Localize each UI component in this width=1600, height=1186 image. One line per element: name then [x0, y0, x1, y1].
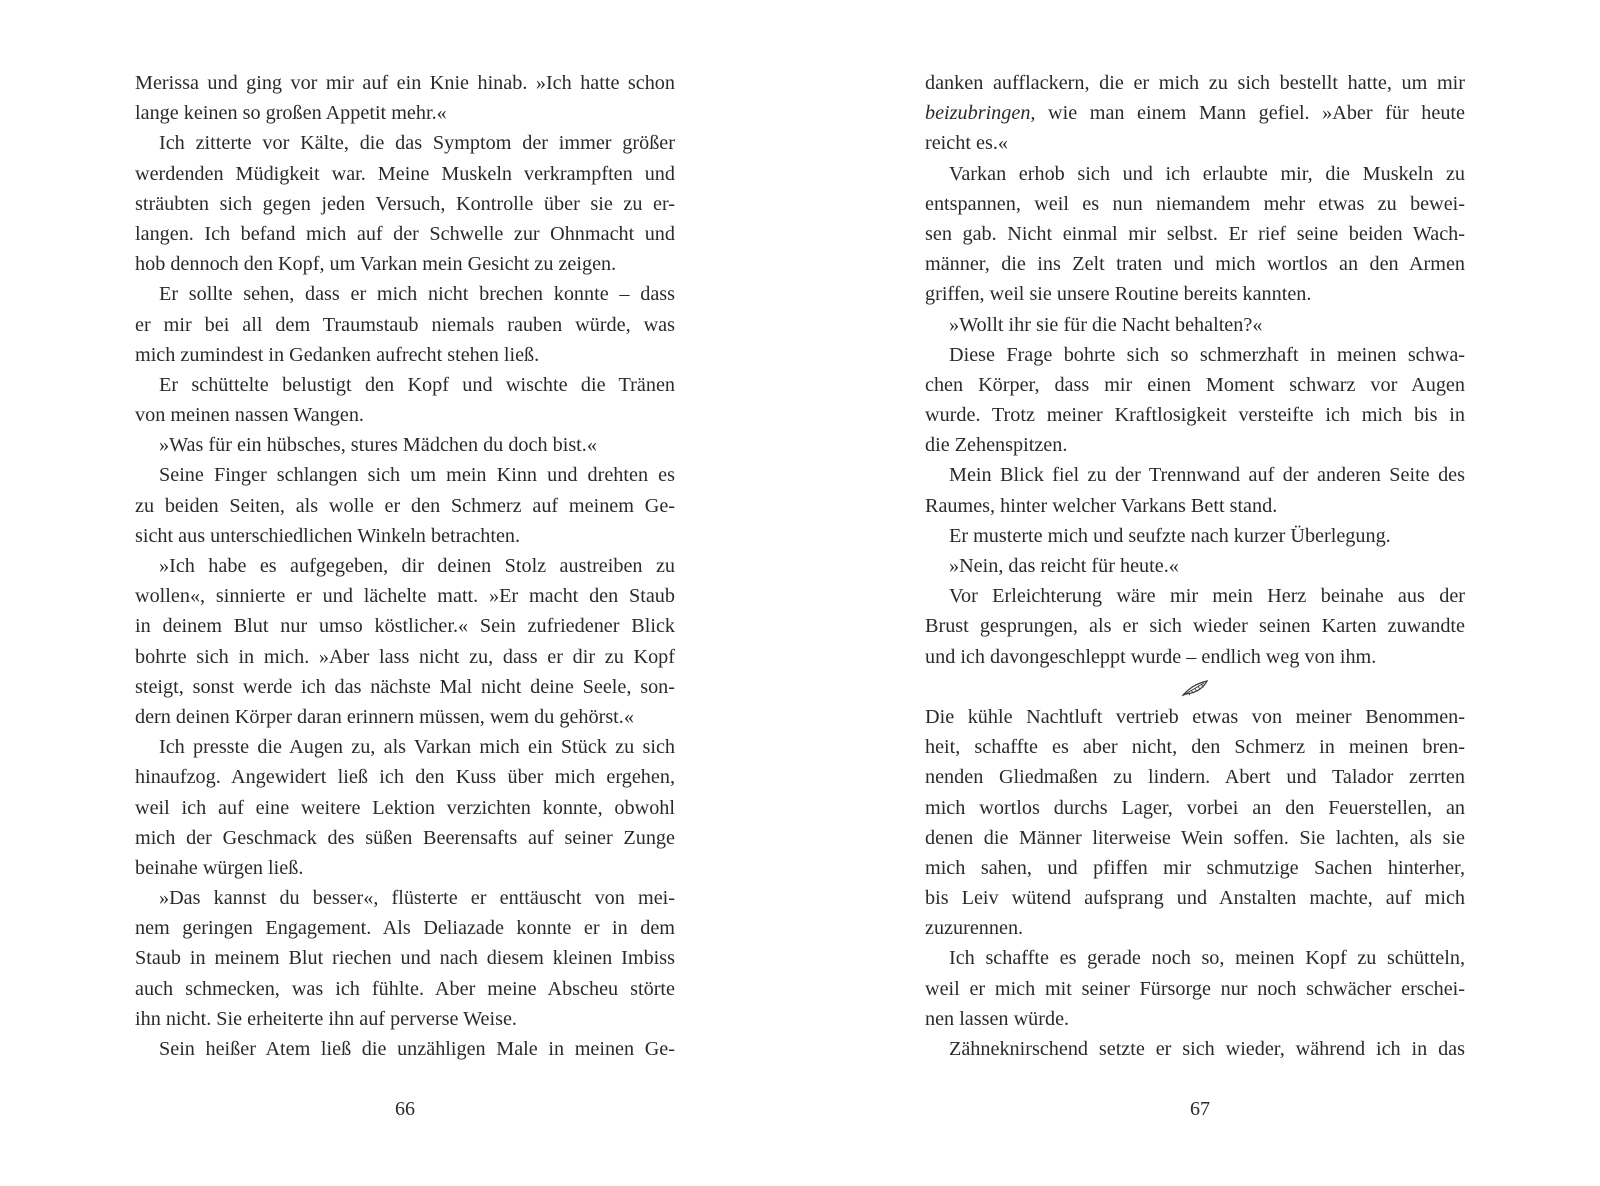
text-line: denen die Männer literweise Wein soffen. Sie lachten, als sie: [925, 826, 1465, 849]
text-line: »Was für ein hübsches, stures Mädchen du doch bist.«: [159, 434, 597, 457]
text-line: Ich presste die Augen zu, als Varkan mich ein Stück zu sich: [159, 736, 675, 759]
text-line: entspannen, weil es nun niemandem mehr etwas zu bewei-: [925, 192, 1465, 215]
text-line: Seine Finger schlangen sich um mein Kinn und drehten es: [159, 464, 675, 487]
text-line: die Zehenspitzen.: [925, 434, 1068, 457]
italic-word: beizubringen,: [925, 102, 1036, 125]
text-line: Er sollte sehen, dass er mich nicht brechen konnte – dass: [159, 283, 675, 306]
text-line: langen. Ich befand mich auf der Schwelle zur Ohnmacht und: [135, 222, 675, 245]
text-line: Vor Erleichterung wäre mir mein Herz beinahe aus der: [949, 585, 1465, 608]
text-line: hinaufzog. Angewidert ließ ich den Kuss über mich ergehen,: [135, 766, 675, 789]
text-line: danken aufflackern, die er mich zu sich bestellt hatte, um mir: [925, 72, 1465, 94]
text-line: Raumes, hinter welcher Varkans Bett stand.: [925, 494, 1278, 517]
text-line: hob dennoch den Kopf, um Varkan mein Gesicht zu zeigen.: [135, 253, 617, 276]
text-line: griffen, weil sie unsere Routine bereits kannten.: [925, 283, 1312, 306]
text-line: nem geringen Engagement. Als Deliazade konnte er in dem: [135, 917, 675, 940]
text-line: mich wortlos durchs Lager, vorbei an den Feuerstellen, an: [925, 796, 1465, 819]
text-line: »Wollt ihr sie für die Nacht behalten?«: [949, 313, 1263, 336]
text-line: bohrte sich in mich. »Aber lass nicht zu, dass er dir zu Kopf: [135, 645, 675, 668]
text-line: mich sahen, und pfiffen mir schmutzige Sachen hinterher,: [925, 856, 1465, 879]
line-remainder: wie man einem Mann gefiel. »Aber für heute: [1035, 102, 1465, 125]
section-break: [925, 672, 1465, 702]
text-line: dern deinen Körper daran erinnern müssen, wem du gehörst.«: [135, 705, 634, 728]
text-line: in deinem Blut nur umso köstlicher.« Sein zufriedener Blick: [135, 615, 675, 638]
text-line: zu beiden Seiten, als wolle er den Schmerz auf meinem Ge-: [135, 494, 675, 517]
text-line: »Das kannst du besser«, flüsterte er enttäuscht von mei-: [159, 887, 675, 910]
text-line: Brust gesprungen, als er sich wieder seinen Karten zuwandte: [925, 615, 1465, 638]
left-page-text: [135, 68, 675, 1064]
text-line: sicht aus unterschiedlichen Winkeln betrachten.: [135, 524, 521, 547]
text-line: Zähneknirschend setzte er sich wieder, während ich in das: [949, 1038, 1465, 1060]
text-line: männer, die ins Zelt traten und mich wortlos an den Armen: [925, 253, 1465, 276]
text-line: beinahe würgen ließ.: [135, 856, 304, 879]
text-line: mich der Geschmack des süßen Beerensafts auf seiner Zunge: [135, 826, 675, 849]
text-line: nen lassen würde.: [925, 1007, 1070, 1030]
text-line: nenden Gliedmaßen zu lindern. Abert und Talador zerrten: [925, 766, 1465, 789]
text-line: wollen«, sinnierte er und lächelte matt. »Er macht den Staub: [135, 585, 675, 608]
text-line: Ich zitterte vor Kälte, die das Symptom der immer größer: [159, 132, 675, 155]
text-line: Ich schaffte es gerade noch so, meinen Kopf zu schütteln,: [949, 947, 1465, 970]
text-line: weil er mich mit seiner Fürsorge nur noch schwächer erschei-: [925, 977, 1465, 1000]
text-line: [925, 98, 1465, 128]
text-line: wurde. Trotz meiner Kraftlosigkeit versteifte ich mich bis in: [925, 404, 1465, 427]
text-line: Varkan erhob sich und ich erlaubte mir, die Muskeln zu: [949, 162, 1465, 185]
text-line: sträubten sich gegen jeden Versuch, Kontrolle über sie zu er-: [135, 192, 675, 215]
text-line: lange keinen so großen Appetit mehr.«: [135, 102, 447, 125]
text-line: von meinen nassen Wangen.: [135, 404, 364, 427]
right-page-text: [925, 68, 1465, 1064]
left-page-number: 66: [395, 1098, 415, 1120]
text-line: Staub in meinem Blut riechen und nach diesem kleinen Imbiss: [135, 947, 675, 970]
right-page-number: 67: [1190, 1098, 1210, 1120]
text-line: werdenden Müdigkeit war. Meine Muskeln verkrampften und: [135, 162, 675, 185]
text-line: auch schmecken, was ich fühlte. Aber meine Abscheu störte: [135, 977, 675, 1000]
text-line: Die kühle Nachtluft vertrieb etwas von meiner Benommen-: [925, 705, 1465, 728]
text-line: ihn nicht. Sie erheiterte ihn auf perverse Weise.: [135, 1007, 517, 1030]
text-line: zuzurennen.: [925, 917, 1024, 940]
text-line: mich zumindest in Gedanken aufrecht stehen ließ.: [135, 343, 540, 366]
text-line: »Nein, das reicht für heute.«: [949, 555, 1179, 577]
text-line: Er musterte mich und seufzte nach kurzer Überlegung.: [949, 524, 1391, 547]
text-line: und ich davongeschleppt wurde – endlich weg von ihm.: [925, 645, 1377, 668]
text-line: er mir bei all dem Traumstaub niemals rauben würde, was: [135, 313, 675, 336]
text-line: »Ich habe es aufgegeben, dir deinen Stolz austreiben zu: [159, 555, 675, 577]
text-line: Merissa und ging vor mir auf ein Knie hinab. »Ich hatte schon: [135, 72, 675, 94]
text-line: chen Körper, dass mir einen Moment schwarz vor Augen: [925, 373, 1465, 396]
right-page: [800, 0, 1600, 1186]
text-line: Diese Frage bohrte sich so schmerzhaft in meinen schwa-: [949, 343, 1465, 366]
text-line: steigt, sonst werde ich das nächste Mal nicht deine Seele, son-: [135, 675, 675, 698]
text-line: Sein heißer Atem ließ die unzähligen Male in meinen Ge-: [159, 1038, 675, 1060]
text-line: heit, schaffte es aber nicht, den Schmerz in meinen bren-: [925, 736, 1465, 759]
text-line: bis Leiv wütend aufsprang und Anstalten machte, auf mich: [925, 887, 1465, 910]
text-line: sen gab. Nicht einmal mir selbst. Er rief seine beiden Wach-: [925, 222, 1465, 245]
feather-ornament-icon: [1180, 678, 1210, 698]
text-line: weil ich auf eine weitere Lektion verzichten konnte, obwohl: [135, 796, 675, 819]
text-line: reicht es.«: [925, 132, 1008, 155]
text-line: Er schüttelte belustigt den Kopf und wischte die Tränen: [159, 373, 675, 396]
text-line: Mein Blick fiel zu der Trennwand auf der anderen Seite des: [949, 464, 1465, 487]
